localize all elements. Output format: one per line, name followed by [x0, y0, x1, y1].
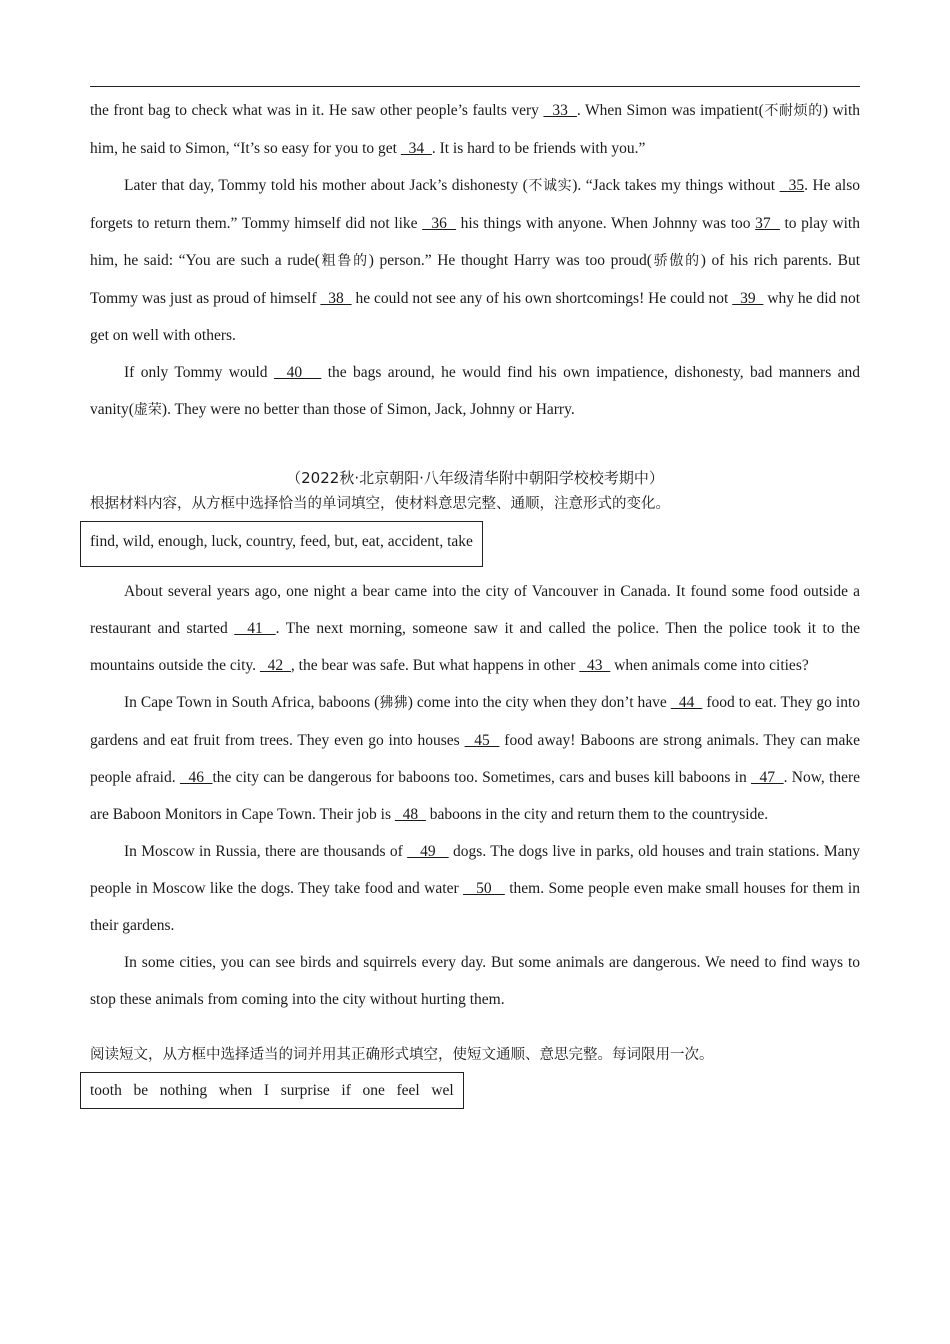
answer-blank: 38	[320, 290, 352, 307]
text-run: to play with him, he said: “You are such a rude(	[90, 215, 860, 269]
section2-word-box: find, wild, enough, luck, country, feed, but, eat, accident, take	[80, 521, 483, 567]
text-run: , the bear was safe. But what happens in other	[290, 657, 580, 674]
text-run: . When Simon was impatient(	[576, 102, 764, 119]
chinese-gloss: 不耐烦的	[763, 103, 823, 119]
text-run: the city can be dangerous for baboons too. Sometimes, cars and buses kill baboons in	[212, 769, 751, 786]
answer-blank: 45	[464, 732, 500, 749]
answer-blank: 41	[234, 620, 276, 637]
text-run: why he did not get on well with others.	[90, 290, 861, 344]
section-spacer	[90, 1018, 860, 1040]
answer-blank: 34	[400, 140, 432, 157]
text-run: them. Some people even make small houses for them in their gardens.	[90, 880, 860, 934]
chinese-gloss: 粗鲁的	[319, 253, 369, 269]
passage1-paragraph-1	[90, 92, 860, 167]
chinese-gloss: 不诚实	[527, 178, 573, 194]
text-run: ). “Jack takes my things without	[572, 177, 780, 194]
answer-blank: 42	[259, 657, 291, 674]
section2-paragraph-1	[90, 573, 860, 684]
text-run: food to eat. They go into gardens and eat fruit from trees. They even go into houses	[90, 694, 861, 749]
document-body	[90, 92, 860, 1115]
text-run: ) come into the city when they don’t have	[407, 694, 671, 711]
answer-blank: 35	[779, 177, 805, 194]
answer-blank: 47	[751, 769, 784, 786]
text-run: Later that day, Tommy told his mother about Jack’s dishonesty (	[124, 177, 528, 194]
text-run: . He also forgets to return them.” Tommy himself did not like	[90, 177, 861, 232]
answer-blank: 39	[732, 290, 764, 307]
answer-blank: 40	[273, 364, 322, 381]
text-run: ) person.” He thought Harry was too proud(	[368, 252, 652, 269]
text-run: In Cape Town in South Africa, baboons (	[124, 694, 380, 711]
text-run: ). They were no better than those of Simon, Jack, Johnny or Harry.	[161, 401, 575, 418]
answer-blank: 46	[179, 769, 213, 786]
chinese-gloss: 虚荣	[133, 402, 162, 418]
header-rule	[90, 86, 860, 87]
text-run: If only Tommy would	[124, 364, 274, 381]
answer-blank: 36	[422, 215, 457, 232]
text-run: baboons in the city and return them to the countryside.	[425, 806, 769, 823]
text-run: food away! Baboons are strong animals. They can make people afraid.	[90, 732, 861, 786]
text-run: the front bag to check what was in it. He saw other people’s faults very	[90, 102, 544, 119]
text-run: dogs. The dogs live in parks, old houses and train stations. Many people in Moscow like the dogs. They take food and water	[90, 843, 860, 897]
section2-heading: （2022秋·北京朝阳·八年级清华附中朝阳学校校考期中）	[286, 469, 664, 487]
answer-blank: 50	[463, 880, 505, 897]
text-run: when animals come into cities?	[610, 657, 809, 674]
section2-paragraph-4	[90, 944, 860, 1018]
answer-blank: 33	[543, 102, 577, 119]
text-run: About several years ago, one night a bear came into the city of Vancouver in Canada. It found some food outside a restaurant and started	[90, 583, 860, 637]
text-run: he could not see any of his own shortcomings! He could not	[351, 290, 733, 307]
section2-paragraph-3	[90, 833, 860, 944]
section3-instruction: 阅读短文，从方框中选择适当的词并用其正确形式填空，使短文通顺、意思完整。每词限用一次。	[90, 1047, 714, 1063]
text-run: ) of his rich parents. But Tommy was just as proud of himself	[90, 252, 860, 307]
text-run: . It is hard to be friends with you.”	[431, 140, 646, 157]
text-run: In some cities, you can see birds and squirrels every day. But some animals are dangerous. We need to find ways to stop these animals from coming into the city without hurting them.	[90, 954, 860, 1008]
answer-blank: 44	[670, 694, 703, 711]
answer-blank: 37	[755, 215, 780, 232]
text-run: . The next morning, someone saw it and called the police. Then the police took it to the mountains outside the city.	[90, 620, 861, 674]
text-run: his things with anyone. When Johnny was too	[456, 215, 756, 232]
text-run: the bags around, he would find his own impatience, dishonesty, bad manners and vanity(	[90, 364, 860, 418]
section3-word-box: tooth be nothing when I surprise if one feel wel	[80, 1072, 464, 1109]
text-run: ) with him, he said to Simon, “It’s so easy for you to get	[90, 102, 861, 157]
text-run: In Moscow in Russia, there are thousands of	[124, 843, 408, 860]
text-run: . Now, there are Baboon Monitors in Cape Town. Their job is	[90, 769, 861, 823]
passage1-paragraph-3	[90, 354, 860, 429]
chinese-gloss: 骄傲的	[651, 253, 701, 269]
passage1-paragraph-2	[90, 167, 860, 354]
answer-blank: 49	[407, 843, 449, 860]
answer-blank: 43	[579, 657, 611, 674]
section2-instruction: 根据材料内容，从方框中选择恰当的单词填空，使材料意思完整、通顺，注意形式的变化。	[90, 496, 670, 512]
section2-paragraph-2	[90, 684, 860, 833]
answer-blank: 48	[394, 806, 426, 823]
chinese-gloss: 狒狒	[379, 695, 408, 711]
